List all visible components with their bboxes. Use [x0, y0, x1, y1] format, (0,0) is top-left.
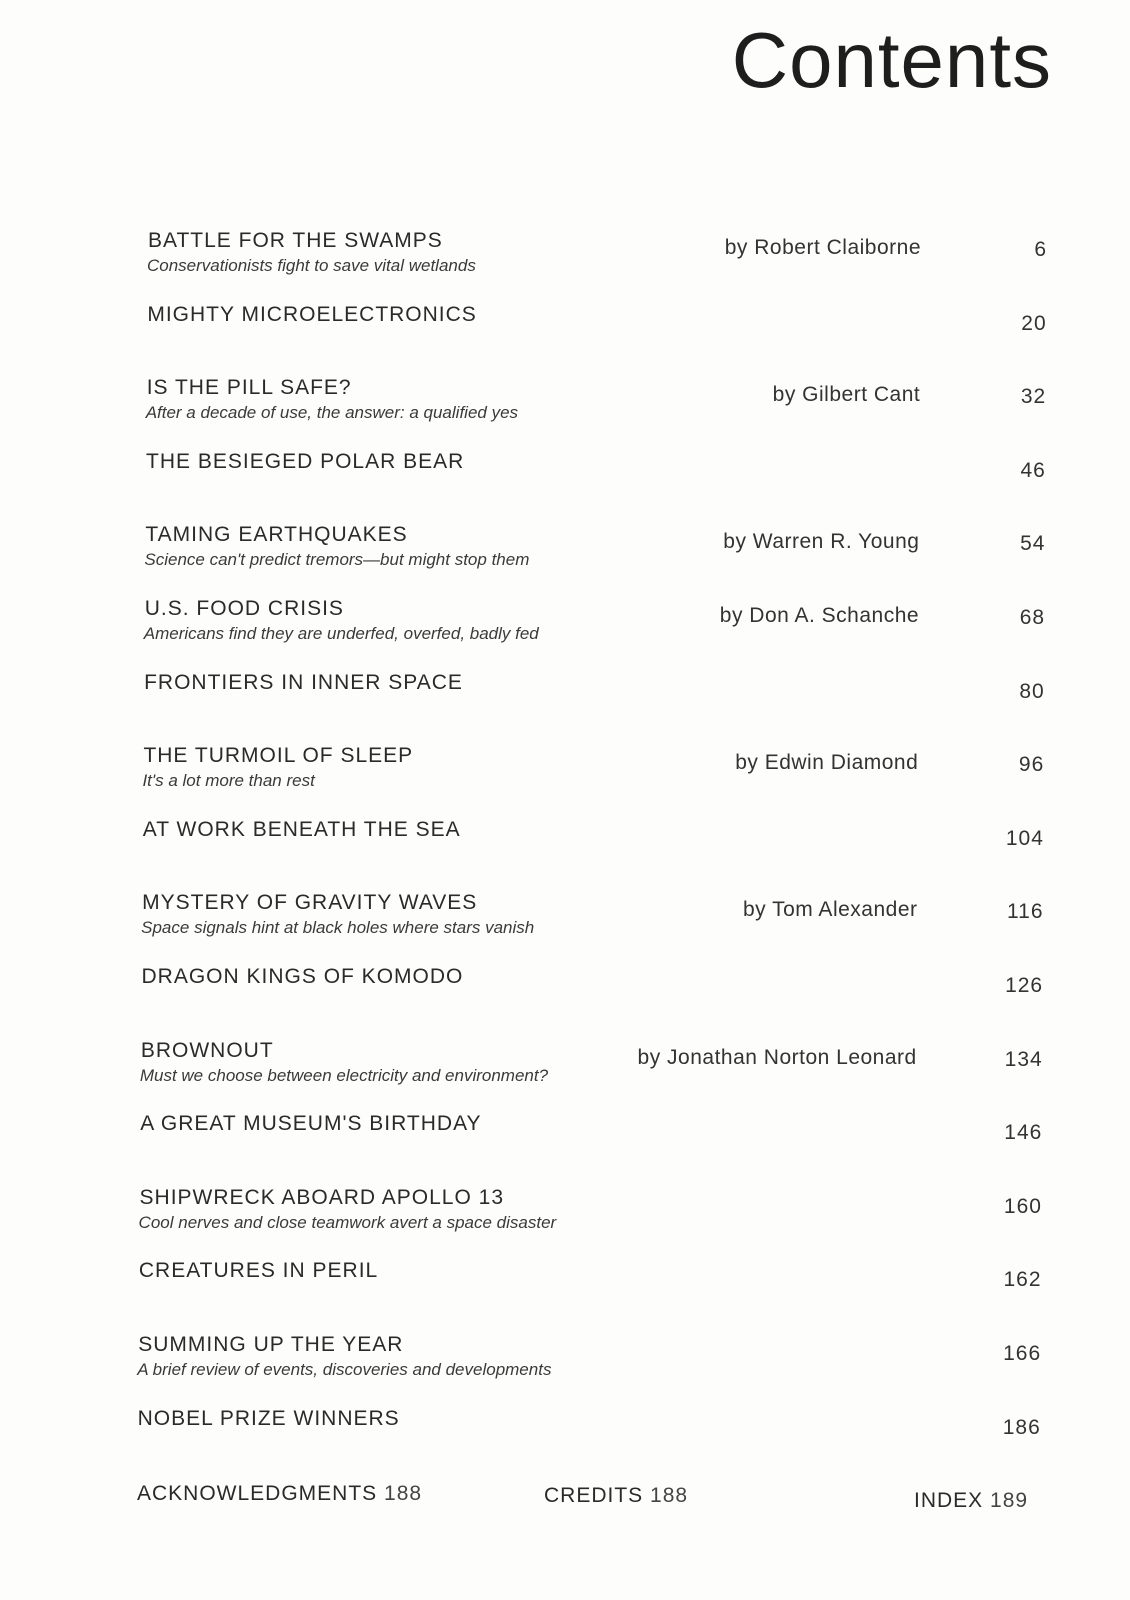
entry-title: SHIPWRECK ABOARD APOLLO 13 — [139, 1185, 504, 1209]
contents-entry — [0, 1112, 1130, 1182]
entry-author: by Don A. Schanche — [719, 604, 920, 627]
contents-entry — [0, 1333, 1130, 1403]
entry-title: AT WORK BENEATH THE SEA — [142, 817, 461, 841]
entry-page-number: 116 — [1007, 900, 1044, 924]
entry-title: DRAGON KINGS OF KOMODO — [141, 965, 464, 988]
entry-author: by Gilbert Cant — [772, 383, 921, 407]
footer-acknowledgments-page: 188 — [384, 1482, 423, 1505]
entry-title: A GREAT MUSEUM'S BIRTHDAY — [140, 1112, 482, 1136]
entry-page-number: 20 — [1021, 311, 1047, 335]
contents-entry — [0, 597, 1130, 667]
entry-subtitle: Science can't predict tremors—but might stop them — [144, 550, 530, 570]
footer-index-label: INDEX — [914, 1489, 984, 1512]
entry-author: by Jonathan Norton Leonard — [637, 1045, 917, 1069]
entry-subtitle: It's a lot more than rest — [142, 771, 315, 791]
entry-author: by Warren R. Young — [723, 530, 920, 554]
contents-entry — [0, 1259, 1130, 1329]
entry-title: THE TURMOIL OF SLEEP — [143, 744, 414, 768]
entry-subtitle: Conservationists fight to save vital wetlands — [147, 256, 476, 275]
entry-title: FRONTIERS IN INNER SPACE — [144, 670, 463, 694]
contents-entry — [0, 523, 1130, 593]
contents-entry — [0, 1407, 1130, 1477]
contents-entry — [0, 303, 1130, 373]
entry-page-number: 162 — [1003, 1268, 1042, 1292]
entry-page-number: 96 — [1018, 753, 1045, 777]
entry-subtitle: After a decade of use, the answer: a qualified yes — [145, 403, 519, 423]
entry-title: BROWNOUT — [140, 1038, 274, 1062]
entry-page-number: 186 — [1002, 1415, 1041, 1439]
contents-footer — [0, 1482, 1130, 1522]
footer-credits — [544, 1484, 688, 1508]
entry-page-number: 32 — [1020, 385, 1047, 409]
entry-page-number: 104 — [1005, 826, 1044, 850]
footer-credits-label: CREDITS — [544, 1484, 644, 1507]
entry-subtitle: Americans find they are underfed, overfed, badly fed — [143, 624, 539, 643]
contents-entry — [0, 965, 1130, 1035]
entry-author: by Edwin Diamond — [735, 751, 919, 775]
entry-page-number: 6 — [1034, 238, 1047, 261]
contents-entry — [0, 671, 1130, 741]
footer-acknowledgments-label: ACKNOWLEDGMENTS — [137, 1482, 378, 1505]
entry-subtitle: Space signals hint at black holes where stars vanish — [141, 918, 535, 938]
page-title: Contents — [731, 16, 1052, 104]
entry-title: THE BESIEGED POLAR BEAR — [146, 449, 465, 473]
contents-entry — [0, 1039, 1130, 1109]
entry-title: MYSTERY OF GRAVITY WAVES — [142, 891, 478, 915]
contents-entry — [0, 229, 1130, 299]
footer-index — [914, 1489, 1028, 1513]
entry-title: IS THE PILL SAFE? — [146, 376, 352, 400]
footer-index-page: 189 — [990, 1489, 1029, 1512]
entry-title: U.S. FOOD CRISIS — [144, 597, 344, 620]
entry-subtitle: Cool nerves and close teamwork avert a space disaster — [138, 1212, 557, 1232]
contents-entry — [0, 450, 1130, 520]
entry-page-number: 54 — [1020, 532, 1046, 556]
entry-page-number: 46 — [1020, 458, 1046, 482]
entry-title: TAMING EARTHQUAKES — [145, 523, 408, 547]
entry-title: NOBEL PRIZE WINNERS — [137, 1406, 400, 1430]
entry-title: MIGHTY MICROELECTRONICS — [147, 302, 477, 326]
footer-acknowledgments — [137, 1482, 422, 1506]
entry-page-number: 80 — [1019, 679, 1045, 703]
entry-title: SUMMING UP THE YEAR — [138, 1333, 404, 1356]
entry-page-number: 160 — [1003, 1194, 1042, 1218]
entry-author: by Robert Claiborne — [724, 236, 921, 259]
entry-page-number: 68 — [1019, 606, 1046, 629]
contents-entry — [0, 891, 1130, 961]
entry-subtitle: A brief review of events, discoveries and developments — [137, 1360, 552, 1379]
footer-credits-page: 188 — [650, 1484, 689, 1507]
contents-entry — [0, 1186, 1130, 1256]
entry-page-number: 134 — [1004, 1047, 1043, 1071]
entry-page-number: 166 — [1003, 1342, 1042, 1365]
contents-entry — [0, 376, 1130, 446]
entry-title: BATTLE FOR THE SWAMPS — [148, 229, 443, 252]
entry-title: CREATURES IN PERIL — [138, 1259, 379, 1283]
entry-subtitle: Must we choose between electricity and environment? — [139, 1065, 549, 1085]
entry-page-number: 126 — [1005, 974, 1044, 997]
contents-entry — [0, 744, 1130, 814]
entry-page-number: 146 — [1004, 1121, 1043, 1145]
entry-author: by Tom Alexander — [742, 898, 918, 922]
contents-entry — [0, 818, 1130, 888]
